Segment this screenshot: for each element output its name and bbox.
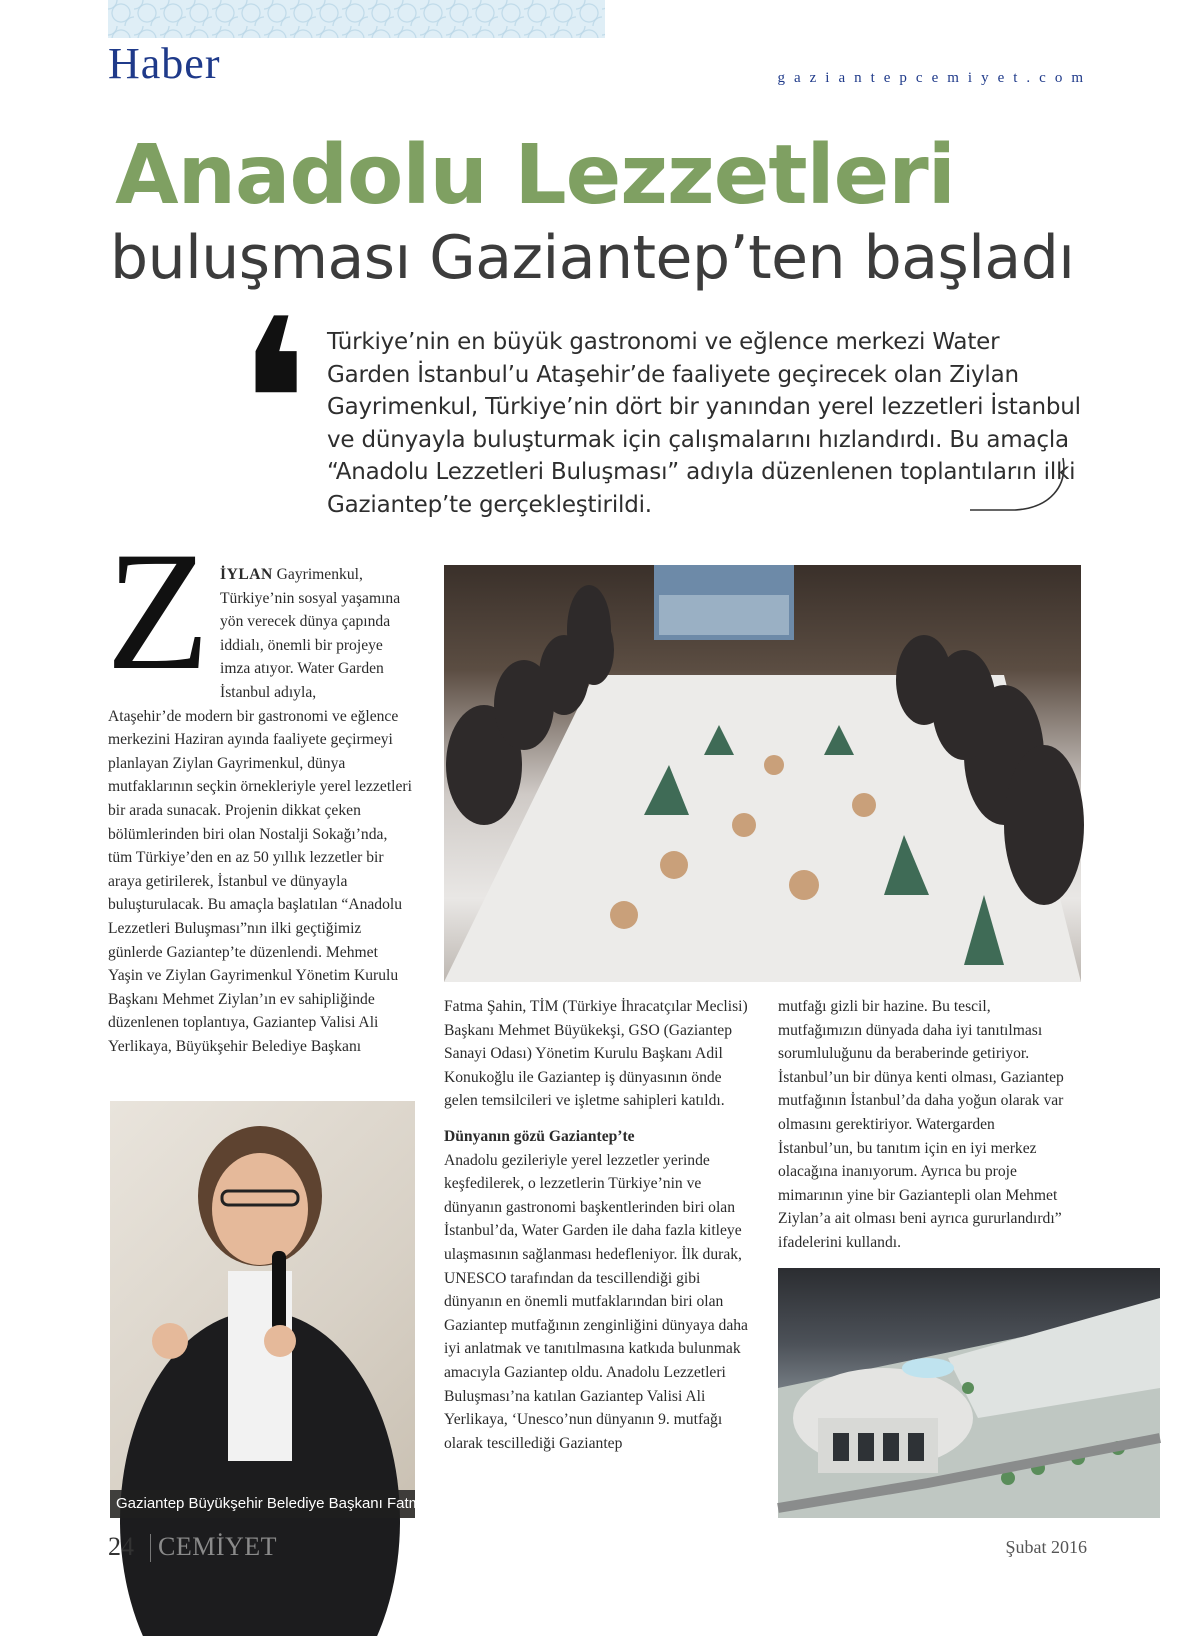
page-number: 24 <box>108 1532 134 1561</box>
header-pattern <box>108 0 605 38</box>
column-1 <box>108 563 413 1058</box>
section-label: Haber <box>108 39 221 88</box>
column-2-text: Fatma Şahin, TİM (Türkiye İhracatçılar Meclisi) Başkanı Mehmet Büyükekşi, GSO (Gaziantep Sanayi Odası) Yönetim Kurulu Başkanı Adil Konukoğlu ile Gaziantep iş dünyasının önde gelen temsilcileri ve işletme sahipleri katıldı. <box>444 998 748 1110</box>
dinner-photo-image <box>444 565 1081 982</box>
site-url: gaziantepcemiyet.com <box>777 70 1092 86</box>
dinner-photo <box>444 565 1081 982</box>
mayor-photo <box>110 1101 473 1518</box>
article-subtitle: buluşması Gaziantep’ten başladı <box>110 223 1075 293</box>
drop-cap: Z <box>106 517 210 705</box>
column-1-intro-text: Gayrimenkul, Türkiye’nin sosyal yaşamına yön verecek dünya çapında iddialı, önemli bir projeye imza atıyor. Water Garden İstanbul adıyla, <box>220 566 401 701</box>
column-1-body: Ataşehir’de modern bir gastronomi ve eğlence merkezini Haziran ayında faaliyete geçirmeyi planlayan Ziylan Gayrimenkul, dünya mutfaklarının seçkin örnekleriyle yerel lezzetleri bir arada sunacak. Projenin dikkat çeken bölümlerinden biri olan Nostalji Sokağı’nda, tüm Türkiye’den en az 50 yıllık lezzetler bir araya getirilerek, İstanbul ve dünyayla buluşturulacak. Bu amaçla başlatılan “Anadolu Lezzetleri Buluşması”nın ilki geçtiğimiz günlerde Gaziantep’te düzenlendi. Mehmet Yaşin ve Ziylan Gayrimenkul Yönetim Kurulu Başkanı Mehmet Ziylan’ın ev sahipliğinde düzenlenen toplantıya, Gaziantep Valisi Ali Yerlikaya, Büyükşehir Belediye Başkanı <box>108 707 412 1055</box>
issue-date: Şubat 2016 <box>1005 1537 1087 1557</box>
article-lead: Türkiye’nin en büyük gastronomi ve eğlence merkezi Water Garden İstanbul’u Ataşehir’de faaliyete geçirecek olan Ziylan Gayrimenkul, Türkiye’nin dört bir yanından yerel lezzetleri İstanbul ve dünyayla buluşturmak için çalışmalarını hızlandırdı. Bu amaçla “Anadolu Lezzetleri Buluşması” adıyla düzenlenen toplantıların ilki Gaziantep’te gerçekleştirildi. <box>327 329 1081 518</box>
article-title: Anadolu Lezzetleri <box>115 128 955 223</box>
column-1-intro <box>220 563 413 705</box>
footer-divider <box>150 1534 151 1562</box>
column-2-subhead: Dünyanın gözü Gaziantep’te <box>444 1127 635 1145</box>
magazine-name: CEMİYET <box>158 1532 278 1561</box>
mayor-photo-image <box>110 1101 415 1518</box>
column-2-body: Anadolu gezileriyle yerel lezzetler yerinde keşfedilerek, o lezzetlerin Türkiye’nin ve dünyanın gastronomi başkentlerinden biri olan İstanbul’da, Water Garden ile daha fazla kitleye ulaşmasının sağlanması hedefleniyor. İlk durak, UNESCO tarafından da tescillendiği gibi dünyanın en önemli mutfaklarından biri olan Gaziantep mutfağının zenginliğini dünyaya daha iyi anlatmak ve tanıtılmasına katkıda bulunmak amacıyla Gaziantep oldu. Anadolu Lezzetleri Buluşması’na katılan Gaziantep Valisi Ali Yerlikaya, ‘Unesco’nun dünyanın 9. mutfağı olarak tescillediği Gaziantep <box>444 1151 748 1452</box>
lead-curve-icon <box>970 456 1070 516</box>
column-2 <box>444 995 752 1455</box>
quote-mark-icon: ❛ <box>236 271 311 538</box>
project-model-photo <box>778 1268 1160 1518</box>
column-3: mutfağı gizli bir hazine. Bu tescil, mutfağımızın dünyada daha iyi tanıtılması sorumluluğunu da beraberinde getiriyor. İstanbul’un bir dünya kenti olması, Gaziantep mutfağının İstanbul’da daha yoğun olarak var olmasını gerektiriyor. Watergarden İstanbul’un, bu tanıtım için en iyi merkez olacağına inanıyorum. Ayrıca bu proje mimarının yine bir Gaziantepli olan Mehmet Ziylan’a ait olması beni ayrıca gururlandırdı” ifadelerini kullandı. <box>778 998 1064 1251</box>
lead-word: İYLAN <box>220 566 273 583</box>
project-model-image <box>778 1268 1160 1518</box>
photo-caption: Gaziantep Büyükşehir Belediye Başkanı Fatma Şahin <box>110 1490 415 1518</box>
